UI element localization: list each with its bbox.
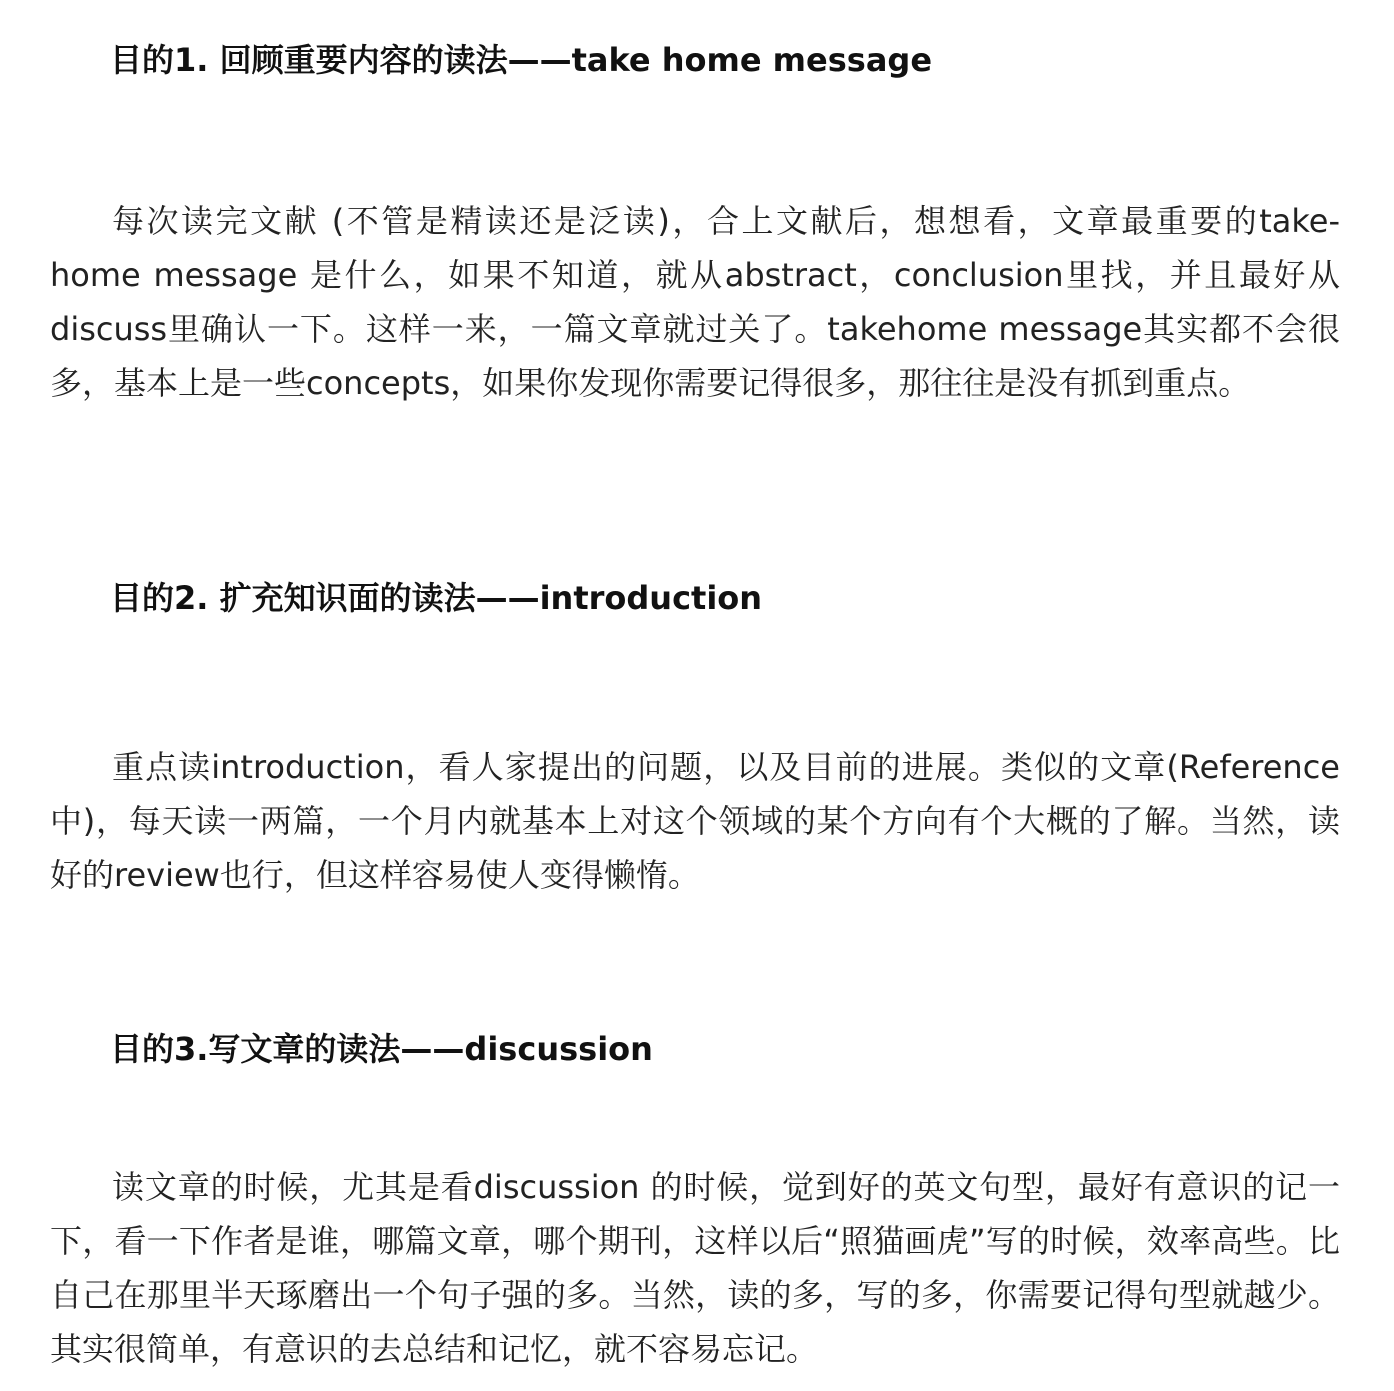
section-heading-3: 目的3.写文章的读法——discussion: [110, 1030, 653, 1068]
section-paragraph-1: 每次读完文献 (不管是精读还是泛读)，合上文献后，想想看，文章最重要的take-home message 是什么，如果不知道，就从abstract，conclusion里找，并且最好从discuss里确认一下。这样一来，一篇文章就过关了。takehome message其实都不会很多，基本上是一些concepts，如果你发现你需要记得很多，那往往是没有抓到重点。: [50, 202, 1340, 402]
section-heading-2: 目的2. 扩充知识面的读法——introduction: [110, 579, 763, 617]
section-paragraph-2: 重点读introduction，看人家提出的问题，以及目前的进展。类似的文章(Reference中)，每天读一两篇，一个月内就基本上对这个领域的某个方向有个大概的了解。当然，读好的review也行，但这样容易使人变得懒惰。: [50, 748, 1340, 894]
section-heading-1: 目的1. 回顾重要内容的读法——take home message: [110, 41, 933, 79]
section-paragraph-3: 读文章的时候，尤其是看discussion 的时候，觉到好的英文句型，最好有意识的记一下，看一下作者是谁，哪篇文章，哪个期刊，这样以后“照猫画虎”写的时候，效率高些。比自己在那里半天琢磨出一个句子强的多。当然，读的多，写的多，你需要记得句型就越少。其实很简单，有意识的去总结和记忆，就不容易忘记。: [50, 1168, 1340, 1368]
